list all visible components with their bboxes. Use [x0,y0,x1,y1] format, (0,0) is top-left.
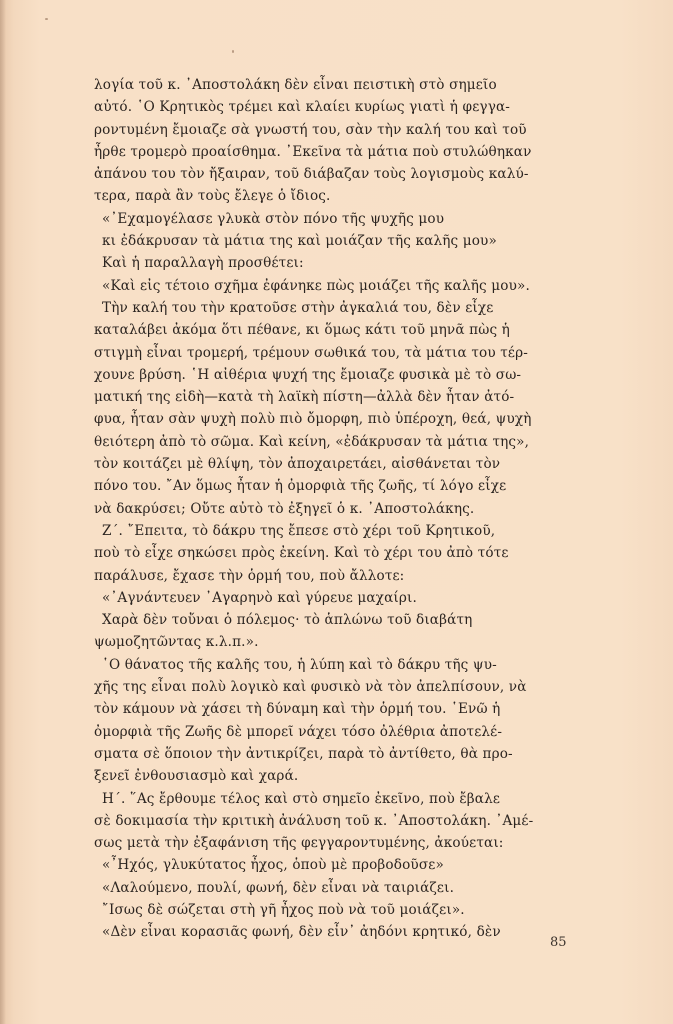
text-line: παράλυσε, ἔχασε τὴν ὁρμή του, ποὺ ἄλλοτε: [94,567,405,584]
text-line: τὸν κοιτάζει μὲ θλίψη, τὸν ἀποχαιρετάει, αἰσθάνεται τὸν [94,456,501,473]
text-line: ξενεῖ ἐνθουσιασμὸ καὶ χαρά. [94,768,299,785]
quote-line: ψωμοζητῶντας κ.λ.π.». [94,634,259,651]
text-line: σως μετὰ τὴν ἐξαφάνιση τῆς φεγγαροντυμένης, ἀκούεται: [94,835,504,852]
text-line: τὸν κάμουν νὰ χάσει τὴ δύναμη καὶ τὴν ὁρμή του. ῾Ενῶ ἡ [94,701,501,718]
text-line: τερα, παρὰ ἂν τοὺς ἔλεγε ὁ ἴδιος. [94,188,331,205]
quote-line: «Καὶ εἰς τέτοιο σχῆμα ἐφάνηκε πὼς μοιάζει τῆς καλῆς μου». [102,277,530,294]
text-line: λογία τοῦ κ. ᾿Αποστολάκη δὲν εἶναι πειστικὴ στὸ σημεῖο [94,77,497,93]
quote-line: Χαρὰ δὲν τοὔναι ὁ πόλεμος· τὸ ἁπλώνω τοῦ διαβάτη [102,612,473,629]
text-line: καταλάβει ἀκόμα ὅτι πέθανε, κι ὅμως κάτι τοῦ μηνᾶ πὼς ἡ [94,322,510,339]
text-line: στιγμὴ εἶναι τρομερή, τρέμουν σωθικά του, τὰ μάτια του τέρ- [94,344,528,361]
text-line: Καὶ ἡ παραλλαγὴ προσθέτει: [102,255,304,272]
text-line: θειότερη ἀπὸ τὸ σῶμα. Καὶ κείνη, «ἐδάκρυσαν τὰ μάτια της», [94,433,530,450]
quote-line: «᾿Αγνάντευεν ᾿Αγαρηνὸ καὶ γύρευε μαχαίρι. [102,589,417,606]
text-line: ποὺ τὸ εἶχε σηκώσει πρὸς ἐκείνη. Καὶ τὸ χέρι του ἀπὸ τότε [94,545,509,562]
text-line: χῆς της εἶναι πολὺ λογικὸ καὶ φυσικὸ νὰ τὸν ἀπελπίσουν, νὰ [94,679,527,696]
paragraph-start: Τὴν καλή του τὴν κρατοῦσε στὴν ἀγκαλιά του, δὲν εἶχε [102,299,494,316]
page-number: 85 [550,935,567,950]
text-line: νὰ δακρύσει; Οὔτε αὐτὸ τὸ ἐξηγεῖ ὁ κ. ᾿Αποστολάκης. [94,500,475,517]
paragraph-start: ῾Ο θάνατος τῆς καλῆς του, ἡ λύπη καὶ τὸ δάκρυ τῆς ψυ- [102,656,497,673]
quote-line: ῎Ισως δὲ σώζεται στὴ γῆ ἦχος ποὺ νὰ τοῦ μοιάζει». [102,901,465,918]
text-line: ἦρθε τρομερὸ προαίσθημα. ᾿Εκεῖνα τὰ μάτια ποὺ στυλώθηκαν [94,143,532,160]
text-line: ροντυμένη ἔμοιαζε σὰ γνωστή του, σὰν τὴν καλή του καὶ τοῦ [94,121,527,138]
text-line: πόνο του. ῎Αν ὅμως ἦταν ἡ ὀμορφιὰ τῆς ζωῆς, τί λόγο εἶχε [94,478,507,495]
quote-line: «Δὲν εἶναι κορασιᾶς φωνή, δὲν εἶν᾿ ἀηδόνι κρητικό, δὲν [102,924,501,941]
text-line: σματα σὲ ὅποιον τὴν ἀντικρίζει, παρὰ τὸ ἀντίθετο, θὰ προ- [94,745,513,762]
quote-line: «Λαλούμενο, πουλί, φωνή, δὲν εἶναι νὰ ταιριάζει. [102,879,455,896]
page-spine-shadow [0,0,6,1024]
text-line: χουνε βρύση. ῾Η αἰθέρια ψυχή της ἔμοιαζε φυσικὰ μὲ τὸ σω- [94,366,522,383]
text-line: σὲ δοκιμασία τὴν κριτικὴ ἀνάλυση τοῦ κ. ᾿Αποστολάκη. ᾿Αμέ- [94,812,534,829]
section-heading-line: Ζ΄. ῎Επειτα, τὸ δάκρυ της ἔπεσε στὸ χέρι τοῦ Κρητικοῦ, [102,522,496,539]
text-line: ἀπάνου του τὸν ἤξαιραν, τοῦ διάβαζαν τοὺς λογισμοὺς καλύ- [94,166,529,183]
quote-line: κι ἐδάκρυσαν τὰ μάτια της καὶ μοιάζαν τῆς καλῆς μου» [102,233,497,250]
paper-speck [45,18,48,20]
paper-speck [232,50,234,53]
text-line: αὐτό. ῾Ο Κρητικὸς τρέμει καὶ κλαίει κυρίως γιατὶ ἡ φεγγα- [94,99,511,116]
quote-line: «῏Ηχός, γλυκύτατος ἦχος, ὁποὺ μὲ προβοδοῦσε» [102,857,444,874]
text-line: ὀμορφιὰ τῆς Ζωῆς δὲ μπορεῖ νάχει τόσο ὀλέθρια ἀποτελέ- [94,723,503,740]
body-text [94,74,569,944]
section-heading-line: Η΄. ῞Ας ἔρθουμε τέλος καὶ στὸ σημεῖο ἐκεῖνο, ποὺ ἔβαλε [102,790,501,807]
quote-line: «᾿Εχαμογέλασε γλυκὰ στὸν πόνο τῆς ψυχῆς μου [102,210,445,227]
text-line: φυα, ἦταν σὰν ψυχὴ πολὺ πιὸ ὄμορφη, πιὸ ὑπέροχη, θεά, ψυχὴ [94,411,532,428]
text-line: ματική της εἰδὴ—κατὰ τὴ λαϊκὴ πίστη—ἀλλὰ δὲν ἦταν ἀτό- [94,389,515,406]
